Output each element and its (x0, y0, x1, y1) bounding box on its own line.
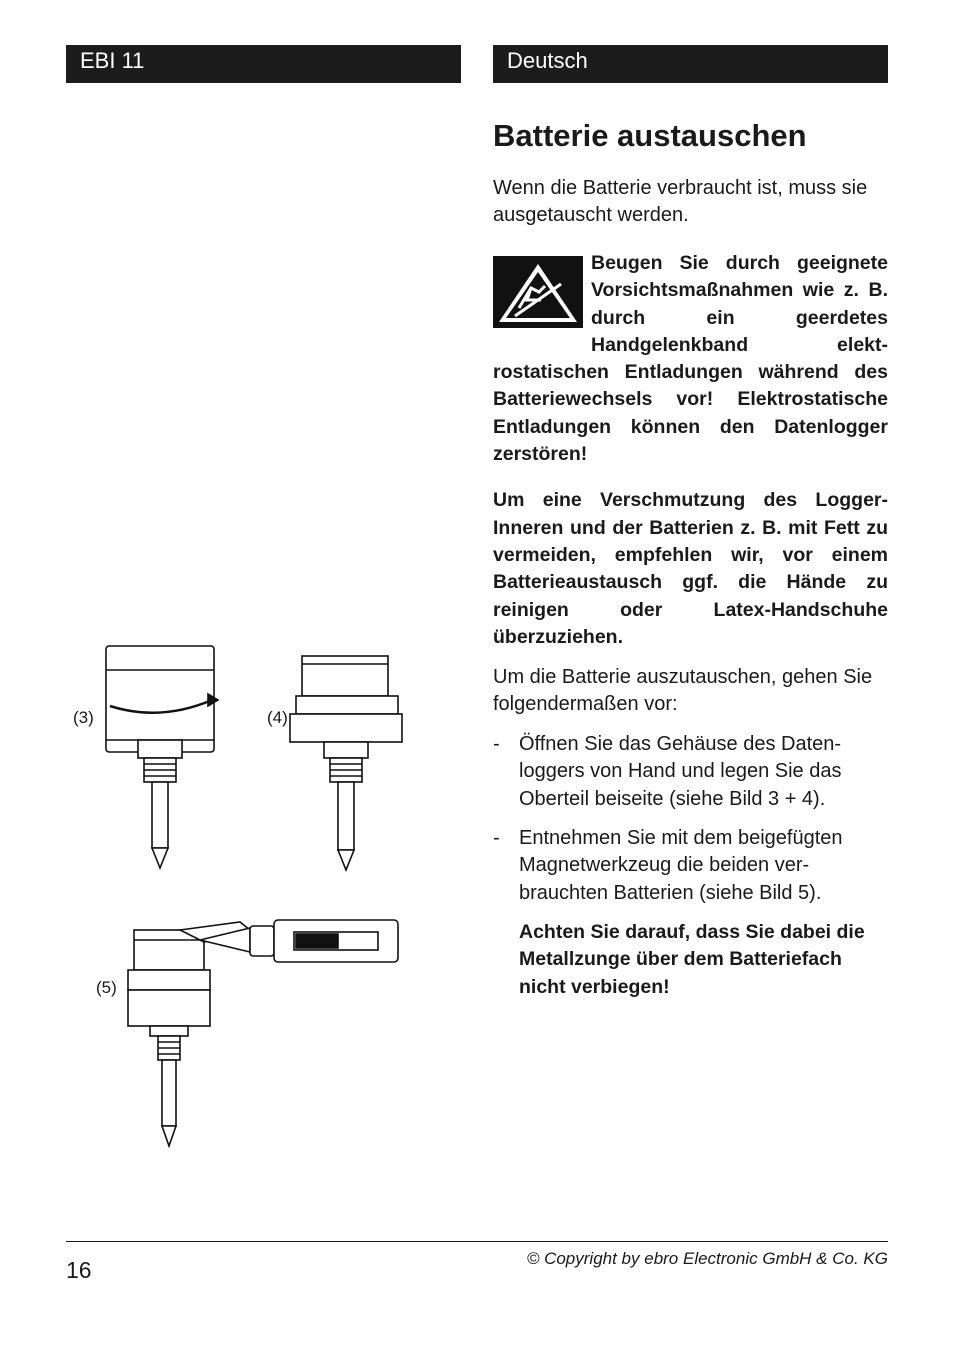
figure-4-label: (4) (267, 708, 288, 727)
list-item-text: Öffnen Sie das Gehäuse des Datenloggers von Hand und legen Sie das Oberteil beiseite (siehe Bild 3 + 4). (519, 733, 842, 810)
header-right: Deutsch (493, 45, 888, 83)
cleaning-warning-text: Um eine Verschmutzung des Logger-Inneren und der Batterien z. B. mit Fett zu vermeiden, empfehlen wir, vor einem Batterieaustausch ggf. die Hände zu reinigen oder Latex-Handschuhe überzuziehen. (493, 489, 888, 648)
figure-3-label: (3) (73, 708, 94, 727)
figure-4-drawing (290, 656, 402, 870)
list-item-text: Entnehmen Sie mit dem beigefügten Magnetwerkzeug die beiden verbrauchten Batterien (siehe Bild 5). (519, 827, 843, 904)
header-left: EBI 11 (66, 45, 461, 83)
figure-3-drawing (106, 646, 218, 868)
figure-5-label: (5) (96, 978, 117, 997)
footer-rule (66, 1241, 888, 1242)
page-title: Batterie austauschen (493, 118, 807, 153)
figure-5-drawing (128, 920, 398, 1146)
list-dash: - (493, 733, 500, 756)
esd-warning-text: Beugen Sie durch geeignete Vorsichtsmaßnahmen wie z. B. durch ein geerdetes Handgelenkband elektrostatischen Entladungen während des Batteriewechsels vor! Elektrostatische Entladungen können den Datenlogger zerstören! (493, 252, 888, 466)
note-text: Achten Sie darauf, dass Sie dabei die Metallzunge über dem Batteriefach nicht verbiegen! (519, 920, 865, 998)
list-dash: - (493, 827, 500, 850)
copyright-text: © Copyright by ebro Electronic GmbH & Co. KG (526, 1249, 888, 1268)
intro-text: Wenn die Batterie verbraucht ist, muss sie ausgetauscht werden. (493, 177, 868, 226)
procedure-intro: Um die Batterie auszutauschen, gehen Sie folgendermaßen vor: (493, 666, 873, 716)
page-number: 16 (66, 1257, 92, 1283)
